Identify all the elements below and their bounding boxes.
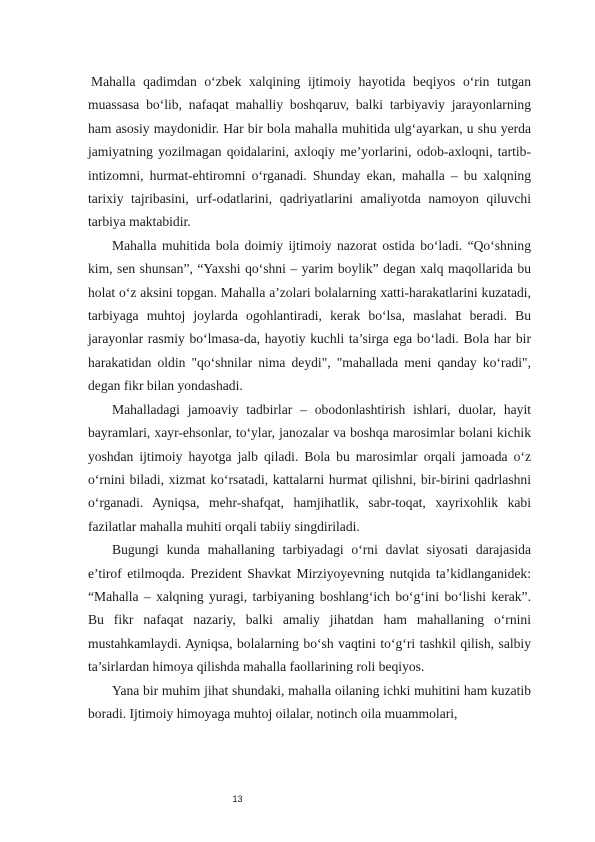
body-text — [88, 70, 531, 725]
page-number: 13 — [232, 794, 243, 804]
paragraph: Mahalla muhitida bola doimiy ijtimoiy nazorat ostida bo‘ladi. “Qo‘shning kim, sen shunsan”, “Yaxshi qo‘shni – yarim boylik” degan xalq maqollarida bu holat o‘z aksini topgan. Mahalla a’zolari bolalarning xatti-harakatlarini kuzatadi, tarbiyaga muhtoj joylarda ogohlantiradi, kerak bo‘lsa, maslahat beradi. Bu jarayonlar rasmiy bo‘lmasa-da, hayotiy kuchli ta’sirga ega bo‘ladi. Bola har bir harakatidan oldin "qo‘shnilar nima deydi", "mahallada meni qanday ko‘radi", degan fikr bilan yondashadi. — [88, 237, 531, 394]
paragraph: Mahalladagi jamoaviy tadbirlar – obodonlashtirish ishlari, duolar, hayit bayramlari, xayr-ehsonlar, to‘ylar, janozalar va boshqa marosimlar bolani kichik yoshdan ijtimoiy hayotga jalb qiladi. Bola bu marosimlar orqali jamoada o‘z o‘rnini biladi, xizmat ko‘rsatadi, kattalarni hurmat qilishni, bir-birini qadrlashni o‘rganadi. Ayniqsa, mehr-shafqat, hamjihatlik, sabr-toqat, xayrixohlik kabi fazilatlar mahalla muhiti orqali tabiiy singdiriladi. — [88, 401, 531, 534]
paragraph: Yana bir muhim jihat shundaki, mahalla oilaning ichki muhitini ham kuzatib boradi. Ijtimoiy himoyaga muhtoj oilalar, notinch oila muammolari, — [88, 682, 531, 721]
paragraph: Bugungi kunda mahallaning tarbiyadagi o‘rni davlat siyosati darajasida e’tirof etilmoqda. Prezident Shavkat Mirziyoyevning nutqida ta’kidlanganidek: “Mahalla – xalqning yuragi, tarbiyaning boshlang‘ich bo‘g‘ini bo‘lishi kerak”. Bu fikr nafaqat nazariy, balki amaliy jihatdan ham mahallaning o‘rnini mustahkamlaydi. Ayniqsa, bolalarning bo‘sh vaqtini to‘g‘ri tashkil qilish, salbiy ta’sirlardan himoya qilishda mahalla faollarining roli beqiyos. — [88, 542, 531, 675]
paragraph: Mahalla qadimdan o‘zbek xalqining ijtimoiy hayotida beqiyos o‘rin tutgan muassasa bo‘lib, nafaqat mahalliy boshqaruv, balki tarbiyaviy jarayonlarning ham asosiy maydonidir. Har bir bola mahalla muhitida ulg‘ayarkan, u shu yerda jamiyatning yozilmagan qoidalarini, axloqiy me’yorlarini, odob-axloqni, tartib-intizomni, hurmat-ehtiromni o‘rganadi. Shunday ekan, mahalla – bu xalqning tarixiy tajribasini, urf-odatlarini, qadriyatlarini amaliyotda namoyon qiluvchi tarbiya maktabidir. — [88, 74, 531, 230]
